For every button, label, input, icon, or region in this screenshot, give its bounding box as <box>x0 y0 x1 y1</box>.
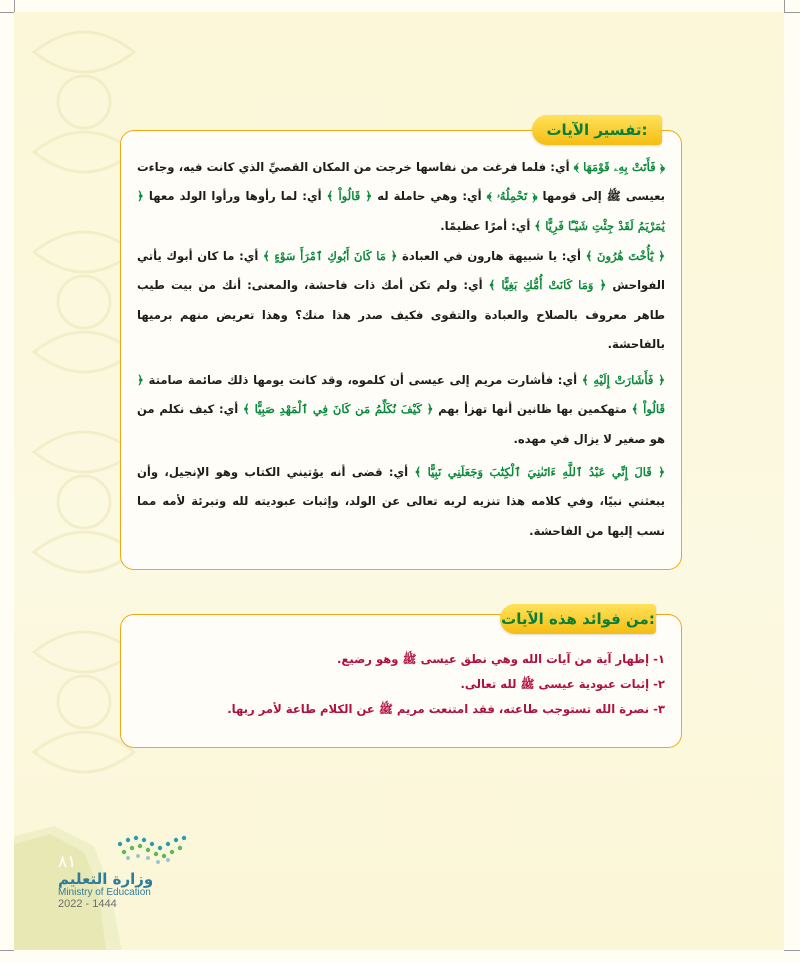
quran-verse: ﴿ يَٰٓأُخْتَ هَٰرُونَ ﴾ <box>585 249 665 263</box>
edition-year: 2022 - 1444 <box>58 898 117 910</box>
commentary-text: أي: وهي حاملة له <box>372 189 487 204</box>
fawaid-box <box>120 614 682 748</box>
quran-verse: ﴿ وَمَا كَانَتْ أُمُّكِ بَغِيًّا ﴾ <box>488 278 607 293</box>
quran-verse: ﴿ قَالُواْ ﴾ <box>326 189 373 204</box>
list-item: ٣- نصرة الله تستوجب طاعته، فقد امتنعت مريم ﷺ عن الكلام طاعة لأمر ربها. <box>227 702 665 716</box>
tafsir-title: تفسير الآيات: <box>532 115 662 145</box>
commentary-text: أي: ما كان أبوك يأتي الفواحش <box>137 249 666 293</box>
commentary-text: أي: أمرًا عظيمًا. <box>440 218 535 233</box>
quran-verse: ﴿ مَا كَانَ أَبُوكِ ٱمْرَأَ سَوْءٍ ﴾ <box>262 249 398 263</box>
fawaid-list <box>141 647 665 722</box>
quran-verse: ﴿ تَحْمِلُهُۥ ﴾ <box>486 189 538 204</box>
quran-verse: ﴿ قَالُواْ ﴾ <box>137 373 665 417</box>
commentary-text: أي: ولم تكن أمك ذات فاحشة، والمعنى: أنك من بيت طيب طاهر معروف بالصلاح والعبادة والتقوى فكيف صدر هذا منك؟ وهذا تعريض منهم برميها بالفاحشة. <box>137 278 665 352</box>
page-number: ٨١ <box>58 852 77 872</box>
list-item: ١- إظهار آية من آيات الله وهي نطق عيسى ﷺ وهو رضيع. <box>337 652 665 666</box>
list-item: ٢- إثبات عبودية عيسى ﷺ لله تعالى. <box>460 677 665 691</box>
ministry-logo-icon <box>112 830 192 870</box>
crop-mark <box>0 950 14 951</box>
crop-mark <box>0 12 14 13</box>
commentary-text: أي: لما رأوها ورأوا الولد معها <box>143 189 327 204</box>
ministry-name-english: Ministry of Education <box>58 887 151 898</box>
quran-verse: ﴿ فَأَشَارَتْ إِلَيْهِ ﴾ <box>581 373 665 387</box>
commentary-text: متهكمين بها ظانين أنها تهزأ بهم <box>433 402 632 417</box>
commentary-text: أي: كيف نكلم من هو صغير لا يزال في مهده. <box>137 402 665 446</box>
commentary-text: أي: فأشارت مريم إلى عيسى أن كلموه، وقد كانت يومها ذلك صائمة صامتة <box>143 373 582 387</box>
quran-verse: ﴿ فَأَتَتْ بِهِۦ قَوْمَهَا ﴾ <box>573 160 665 174</box>
crop-mark <box>784 950 800 951</box>
quran-verse: ﴿ يَٰمَرْيَمُ لَقَدْ جِئْتِ شَيْـًٔا فَرِيًّا ﴾ <box>137 189 665 233</box>
tafsir-paragraph-1 <box>137 153 665 241</box>
crop-mark <box>784 12 800 13</box>
crop-mark <box>784 0 785 12</box>
ministry-name-arabic: وزارة التعليم <box>58 870 154 888</box>
fawaid-title: من فوائد هذه الآيات: <box>500 604 656 634</box>
quran-verse: ﴿ كَيْفَ نُكَلِّمُ مَن كَانَ فِي ٱلْمَهْدِ صَبِيًّا ﴾ <box>243 402 434 417</box>
commentary-text: أي: فلما فرغت من نفاسها خرجت من المكان القصيِّ الذي كانت فيه، وجاءت بعيسى ﷺ إلى قومها <box>137 160 665 204</box>
tafsir-paragraph-4 <box>137 458 665 546</box>
commentary-text: أي: يا شبيهة هارون في العبادة <box>397 249 586 263</box>
crop-mark <box>14 0 15 12</box>
quran-verse: ﴿ قَالَ إِنِّي عَبْدُ ٱللَّهِ ءَاتَىٰنِيَ ٱلْكِتَٰبَ وَجَعَلَنِي نَبِيًّا ﴾ <box>414 465 665 479</box>
tafsir-box <box>120 130 682 570</box>
tafsir-paragraph-3 <box>137 366 665 454</box>
commentary-text: أي: قضى أنه يؤتيني الكتاب وهو الإنجيل، وأن يبعثني نبيًا، وفي كلامه هذا تنزيه لربه تعالى عن الولد، وإثبات عبوديته لله وتبرئة لأمه مما نسب إليها من الفاحشة. <box>137 465 665 538</box>
tafsir-paragraph-2 <box>137 242 665 360</box>
